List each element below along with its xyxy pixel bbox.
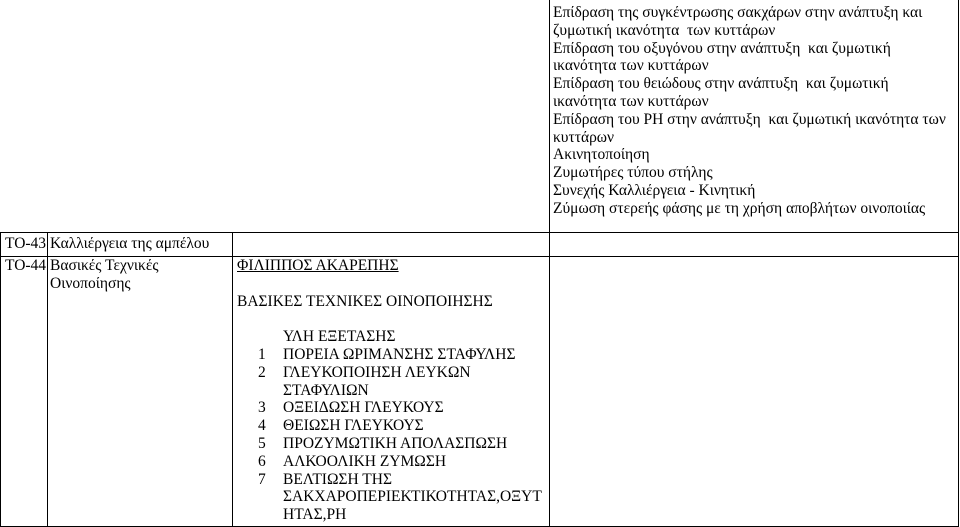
topic-line: ικανότητα των κυττάρων <box>553 92 709 110</box>
syllabus-item <box>237 471 550 524</box>
syllabus-line: ΒΕΛΤΙΩΣΗ ΤΗΣ <box>283 470 392 488</box>
syllabus-text <box>283 471 550 524</box>
topic-item <box>553 4 954 40</box>
topic-line: ζυμωτική ικανότητα των κυττάρων <box>553 21 776 39</box>
course-title-cell <box>47 256 233 527</box>
topic-item <box>553 182 954 200</box>
syllabus-item <box>237 435 550 453</box>
topic-line: Ζυμωτήρες τύπου στήλης <box>553 164 713 182</box>
syllabus-line: ΘΕΙΩΣΗ ΓΛΕΥΚΟΥΣ <box>283 417 424 435</box>
topic-item <box>553 111 954 147</box>
syllabus-number: 1 <box>258 345 266 363</box>
topic-line: Ακινητοποίηση <box>553 146 650 164</box>
syllabus-number: 2 <box>258 363 266 381</box>
syllabus-item <box>237 453 550 471</box>
course-details-cell <box>232 232 550 257</box>
syllabus-line: ΣΤΑΦΥΛΙΩΝ <box>283 381 369 399</box>
syllabus-item <box>237 417 550 435</box>
syllabus-text <box>283 435 550 453</box>
topic-item <box>553 40 954 76</box>
spacer <box>237 275 550 293</box>
syllabus-line: ΟΞΕΙΔΩΣΗ ΓΛΕΥΚΟΥΣ <box>283 399 444 417</box>
course-topics-cell <box>549 256 959 527</box>
topic-line: Ζύμωση στερεής φάσης με τη χρήση αποβλήτων οινοποιίας <box>553 199 926 217</box>
syllabus-line: ΑΛΚΟΟΛΙΚΗ ΖΥΜΩΣΗ <box>283 452 447 470</box>
syllabus-text <box>283 399 550 417</box>
course-code-cell <box>0 232 48 257</box>
syllabus-line: ΗΤΑΣ,PH <box>283 506 347 524</box>
syllabus-number: 7 <box>258 470 266 488</box>
topic-item <box>553 164 954 182</box>
syllabus-line: ΓΛΕΥΚΟΠΟΙΗΣΗ ΛΕΥΚΩΝ <box>283 363 471 381</box>
course-code: ΤΟ-44 <box>5 257 47 274</box>
course-code: ΤΟ-43 <box>5 235 47 252</box>
syllabus-text <box>283 417 550 435</box>
topic-line: Επίδραση του οξυγόνου στην ανάπτυξη και ζυμωτική <box>553 39 891 57</box>
syllabus-number: 4 <box>258 417 266 435</box>
topic-item <box>553 146 954 164</box>
spacer <box>237 310 550 328</box>
syllabus-item <box>237 346 550 364</box>
syllabus-item <box>237 364 550 400</box>
topic-line: ικανότητα των κυττάρων <box>553 57 709 75</box>
course-title: Βασικές Τεχνικές Οινοποίησης <box>50 257 159 292</box>
continued-topics-cell <box>549 0 959 233</box>
syllabus-item <box>237 399 550 417</box>
syllabus-line: ΠΟΡΕΙΑ ΩΡΙΜΑΝΣΗΣ ΣΤΑΦΥΛΗΣ <box>283 345 516 363</box>
syllabus-number: 3 <box>258 399 266 417</box>
course-code-cell <box>0 256 48 527</box>
topic-line: κυττάρων <box>553 128 615 146</box>
syllabus-number: 5 <box>258 434 266 452</box>
course-details-cell <box>232 256 550 527</box>
syllabus-text <box>283 364 550 400</box>
syllabus-text <box>283 453 550 471</box>
course-title: Καλλιέργεια της αμπέλου <box>50 235 210 252</box>
syllabus-line: ΠΡΟΖΥΜΩΤΙΚΗ ΑΠΟΛΑΣΠΩΣΗ <box>283 434 508 452</box>
topic-line: Επίδραση του θειώδους στην ανάπτυξη και ζυμωτική <box>553 75 889 93</box>
course-topics-cell <box>549 232 959 257</box>
topic-line: Επίδραση της συγκέντρωσης σακχάρων στην ανάπτυξη και <box>553 4 923 21</box>
topic-item <box>553 200 954 218</box>
instructor-name: ΦΙΛΙΠΠΟΣ ΑΚΑΡΕΠΗΣ <box>237 257 399 274</box>
syllabus-heading: ΥΛΗ ΕΞΕΤΑΣΗΣ <box>283 328 396 346</box>
topic-item <box>553 75 954 111</box>
syllabus-number: 6 <box>258 452 266 470</box>
topic-line: Επίδραση του PH στην ανάπτυξη και ζυμωτική ικανότητα των <box>553 110 946 128</box>
course-title-cell <box>47 232 233 257</box>
topic-line: Συνεχής Καλλιέργεια - Κινητική <box>553 181 756 199</box>
syllabus-line: ΣΑΚΧΑΡΟΠΕΡΙΕΚΤΙΚΟΤΗΤΑΣ,ΟΞΥΤ <box>283 488 542 506</box>
course-heading: ΒΑΣΙΚΕΣ ΤΕΧΝΙΚΕΣ ΟΙΝΟΠΟΙΗΣΗΣ <box>237 292 493 310</box>
syllabus-text <box>283 346 550 364</box>
